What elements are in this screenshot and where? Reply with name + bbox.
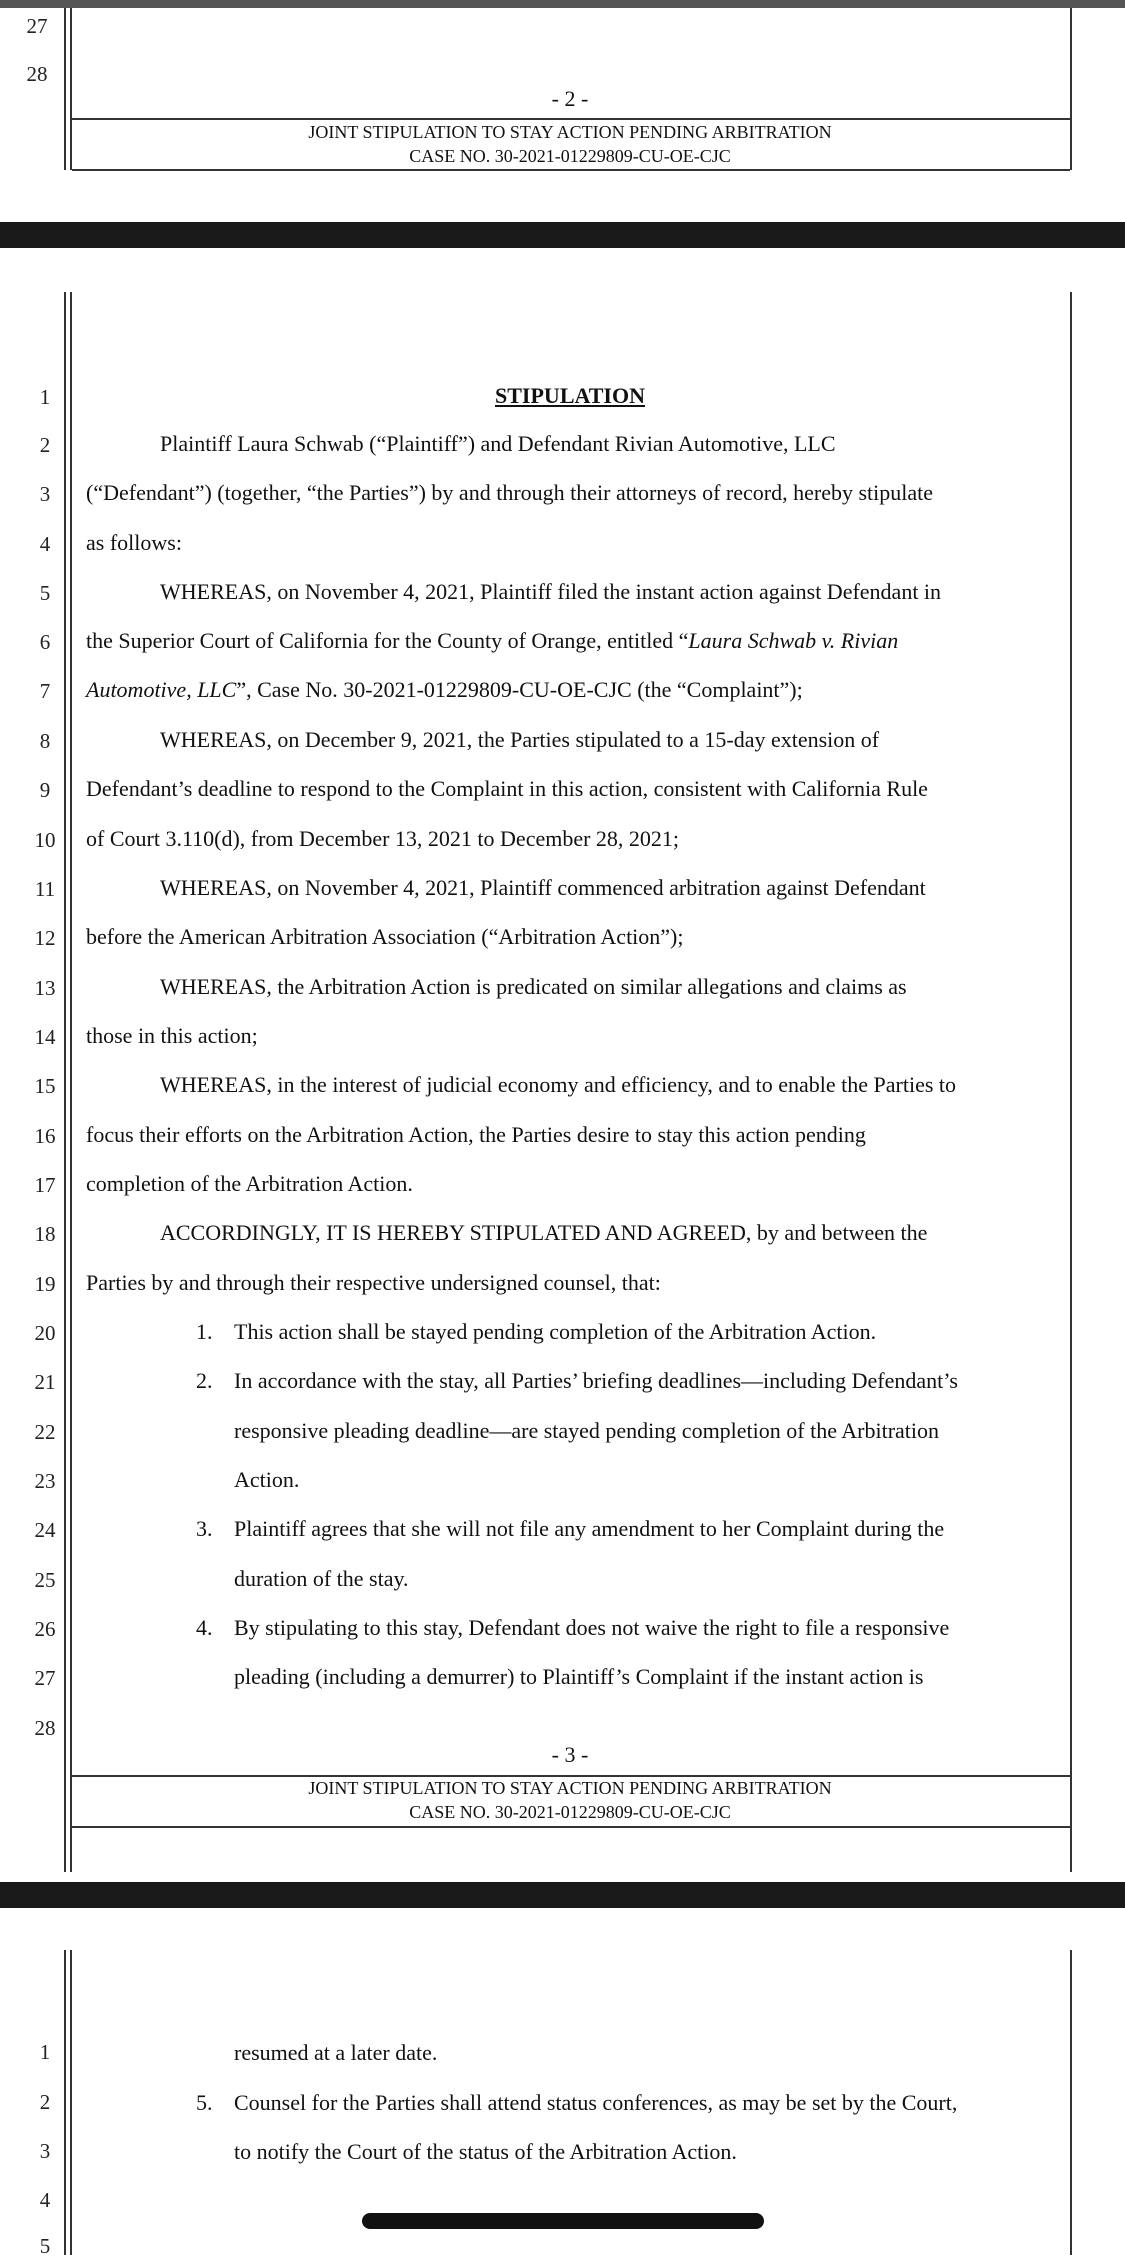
line-number: 12 (34, 926, 56, 950)
item-line: to notify the Court of the status of the Arbitration Action. (234, 2139, 737, 2164)
body-line: ACCORDINGLY, IT IS HEREBY STIPULATED AND AGREED, by and between the (160, 1220, 928, 1245)
body-line: WHEREAS, on December 9, 2021, the Parties stipulated to a 15-day extension of (160, 727, 880, 752)
body-line: WHEREAS, in the interest of judicial economy and efficiency, and to enable the Parties to (160, 1072, 957, 1097)
body-line: completion of the Arbitration Action. (86, 1171, 413, 1196)
line-number: 1 (39, 2040, 51, 2064)
footer-rule-bottom (72, 169, 1070, 171)
line-number: 21 (34, 1370, 56, 1394)
margin-line (70, 1950, 72, 2255)
item-line: pleading (including a demurrer) to Plaintiff’s Complaint if the instant action is (234, 1664, 924, 1689)
line-number: 4 (39, 532, 51, 556)
footer-rule (72, 118, 1070, 120)
right-margin-line (1070, 8, 1072, 170)
line-number: 2 (39, 433, 51, 457)
footer-rule (72, 1775, 1070, 1777)
item-line: responsive pleading deadline—are stayed pending completion of the Arbitration (234, 1418, 940, 1443)
body-line: of Court 3.110(d), from December 13, 2021 to December 28, 2021; (86, 826, 680, 851)
line-number: 15 (34, 1074, 56, 1098)
footer-rule-bottom (72, 1826, 1070, 1828)
page-number: - 2 - (551, 86, 589, 111)
item-line: Action. (234, 1467, 300, 1492)
line-number: 13 (34, 976, 56, 1000)
line-number: 18 (34, 1222, 56, 1246)
margin-line (64, 8, 66, 170)
body-line: WHEREAS, the Arbitration Action is predicated on similar allegations and claims as (160, 974, 907, 999)
line-number: 9 (39, 778, 51, 802)
page-4 (0, 1908, 1125, 2255)
margin-line (70, 292, 72, 1872)
item-line: resumed at a later date. (234, 2040, 438, 2065)
right-margin-line (1070, 292, 1072, 1872)
line-number: 2 (39, 2090, 51, 2114)
item-line: Plaintiff agrees that she will not file any amendment to her Complaint during the (234, 1516, 945, 1541)
body-line: (“Defendant”) (together, “the Parties”) by and through their attorneys of record, hereby stipulate (86, 480, 933, 505)
line-number: 3 (39, 2139, 51, 2163)
stipulation-heading: STIPULATION (495, 383, 645, 408)
line-number: 5 (39, 2234, 51, 2258)
line-number: 7 (39, 679, 51, 703)
home-indicator[interactable] (362, 2213, 764, 2229)
body-line: WHEREAS, on November 4, 2021, Plaintiff filed the instant action against Defendant in (160, 579, 942, 604)
footer-title: JOINT STIPULATION TO STAY ACTION PENDING ARBITRATION (308, 1778, 832, 1798)
line-number: 19 (34, 1272, 56, 1296)
item-line: In accordance with the stay, all Parties’ briefing deadlines—including Defendant’s (234, 1368, 958, 1393)
footer-case-number: CASE NO. 30-2021-01229809-CU-OE-CJC (409, 146, 731, 166)
footer-title: JOINT STIPULATION TO STAY ACTION PENDING ARBITRATION (308, 122, 832, 142)
page-2-tail (0, 0, 1125, 175)
line-number: 22 (34, 1420, 56, 1444)
line-number: 3 (39, 482, 51, 506)
body-line: Parties by and through their respective undersigned counsel, that: (86, 1270, 661, 1295)
page-number: - 3 - (551, 1742, 589, 1767)
body-line: Defendant’s deadline to respond to the Complaint in this action, consistent with California Rule (86, 776, 928, 801)
body-line: Automotive, LLC”, Case No. 30-2021-01229809-CU-OE-CJC (the “Complaint”); (86, 677, 803, 702)
item-line: duration of the stay. (234, 1566, 409, 1591)
line-number: 10 (34, 828, 56, 852)
body-line: WHEREAS, on November 4, 2021, Plaintiff commenced arbitration against Defendant (160, 875, 926, 900)
line-number: 5 (39, 581, 51, 605)
line-number: 4 (39, 2188, 51, 2212)
body-line: those in this action; (86, 1023, 258, 1048)
page-separator (0, 1882, 1125, 1908)
line-number: 23 (34, 1469, 56, 1493)
line-number: 11 (34, 877, 56, 901)
body-line: as follows: (86, 530, 182, 555)
page-separator (0, 222, 1125, 248)
line-number: 28 (34, 1716, 56, 1740)
item-number: 2. (196, 1368, 213, 1393)
line-number: 16 (34, 1124, 56, 1148)
body-line: before the American Arbitration Association (“Arbitration Action”); (86, 924, 684, 949)
right-margin-line (1070, 1950, 1072, 2255)
line-number: 28 (26, 62, 48, 86)
line-number: 25 (34, 1568, 56, 1592)
line-number: 14 (34, 1025, 56, 1049)
footer-case-number: CASE NO. 30-2021-01229809-CU-OE-CJC (409, 1802, 731, 1822)
line-number: 27 (26, 14, 48, 38)
line-number: 26 (34, 1617, 56, 1641)
item-number: 4. (196, 1615, 213, 1640)
line-number: 6 (39, 630, 51, 654)
body-line: Plaintiff Laura Schwab (“Plaintiff”) and Defendant Rivian Automotive, LLC (160, 431, 836, 456)
item-number: 3. (196, 1516, 213, 1541)
line-number: 1 (39, 385, 51, 409)
item-number: 5. (196, 2090, 213, 2115)
line-number: 17 (34, 1173, 56, 1197)
item-line: This action shall be stayed pending completion of the Arbitration Action. (234, 1319, 877, 1344)
item-number: 1. (196, 1319, 213, 1344)
line-number: 27 (34, 1666, 56, 1690)
item-line: By stipulating to this stay, Defendant does not waive the right to file a responsive (234, 1615, 950, 1640)
line-number: 8 (39, 729, 51, 753)
line-number: 24 (34, 1518, 56, 1542)
line-number: 20 (34, 1321, 56, 1345)
item-line: Counsel for the Parties shall attend status conferences, as may be set by the Court, (234, 2090, 958, 2115)
body-line: the Superior Court of California for the County of Orange, entitled “Laura Schwab v. Rivian (86, 628, 899, 653)
body-line: focus their efforts on the Arbitration Action, the Parties desire to stay this action pending (86, 1122, 866, 1147)
